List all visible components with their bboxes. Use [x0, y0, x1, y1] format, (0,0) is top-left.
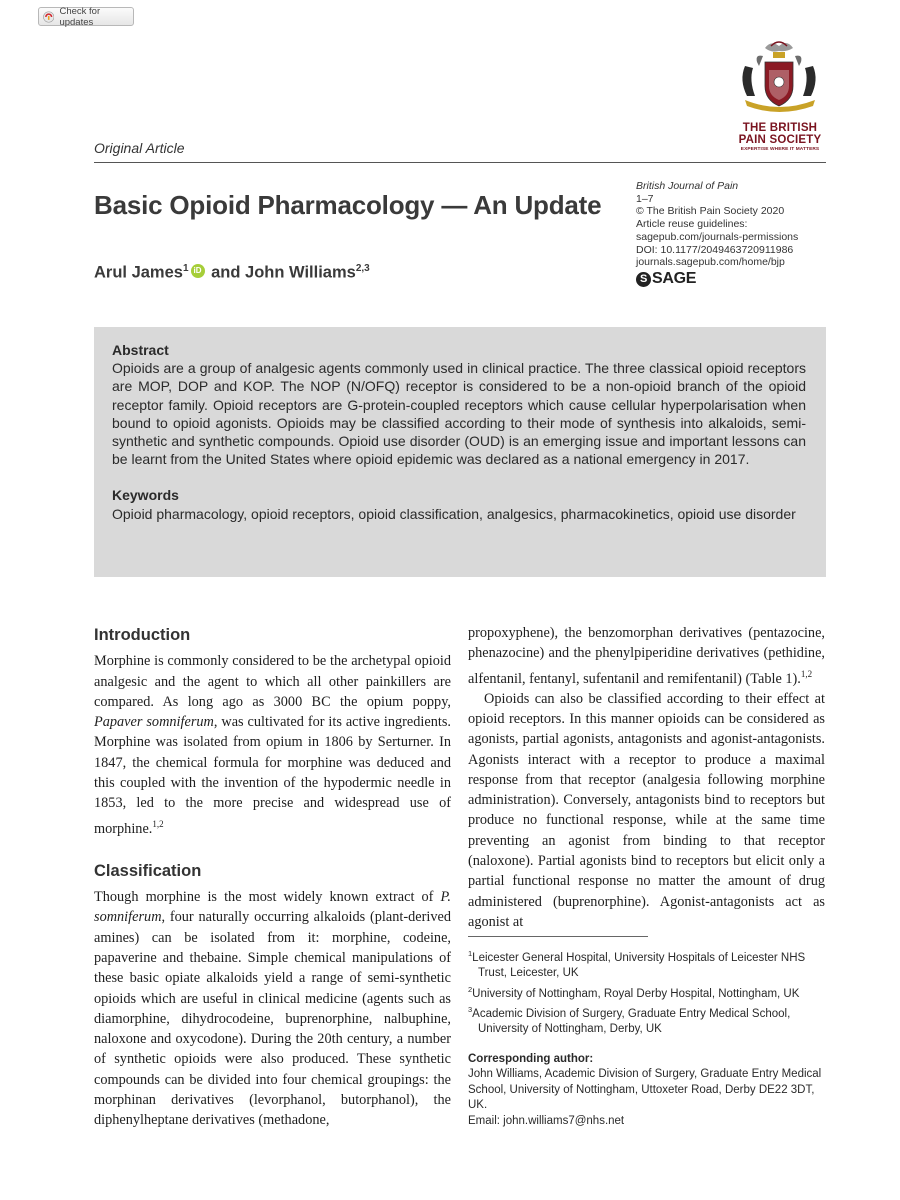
right-ref[interactable]: 1,2: [800, 668, 813, 679]
corresponding-author-email[interactable]: Email: john.williams7@nhs.net: [468, 1114, 625, 1127]
footnote-3: [468, 1002, 830, 1038]
orcid-icon[interactable]: iD: [191, 264, 205, 278]
intro-text-1: Morphine is commonly considered to be the archetypal opioid analgesic and the agent to which all other painkillers are compared. As long ago as 3000 BC the opium poppy,: [94, 653, 451, 710]
footnote-3-text: Academic Division of Surgery, Graduate Entry Medical School, University of Nottingham, Derby, UK: [472, 1007, 791, 1036]
author-2: John Williams: [245, 263, 356, 282]
logo-line-2: PAIN SOCIETY: [738, 134, 822, 146]
check-for-updates-label: Check for updates: [59, 5, 101, 28]
journal-reuse: Article reuse guidelines:: [636, 218, 748, 231]
intro-heading: Introduction: [94, 626, 191, 644]
footnote-rule: [468, 936, 648, 937]
abstract-heading: Abstract: [112, 342, 169, 358]
sage-icon: S: [636, 272, 651, 287]
article-title: Basic Opioid Pharmacology — An Update: [94, 190, 602, 220]
publisher-logo: [636, 272, 836, 287]
coat-of-arms-icon: [735, 40, 825, 118]
footnote-2-marker: 2: [468, 984, 473, 994]
intro-italic: Papaver somniferum: [94, 714, 214, 731]
logo-tagline: EXPERTISE WHERE IT MATTERS: [740, 147, 820, 152]
right-text-1: propoxyphene), the benzomorphan derivatives (pentazocine, phenazocine) and the phenylpiperidine derivatives (pethidine, alfentanil, fentanyl, sufentanil and remifentanil) (Table 1).: [468, 625, 825, 687]
right-paragraph-1: [468, 623, 825, 689]
intro-text-2: , was cultivated for its active ingredients. Morphine was isolated from opium in 1806 by Serturner. In 1847, the chemical formula for morphine was deduced and this coupled with the invention of the hypodermic needle in 1853, led to the more precise and widespread use of morphine.: [94, 714, 451, 837]
update-icon: [43, 11, 54, 23]
intro-paragraph: [94, 651, 451, 838]
class-italic: P. somniferum: [94, 889, 451, 926]
footnotes: [468, 946, 830, 1129]
author-2-affiliation: 2,3: [355, 263, 370, 274]
footnote-2: [468, 982, 830, 1002]
footnote-1: [468, 946, 830, 982]
footnote-1-text: Leicester General Hospital, University Hospitals of Leicester NHS Trust, Leicester, UK: [472, 951, 806, 980]
left-column: [94, 625, 451, 1131]
author-list: [94, 263, 370, 283]
author-1: Arul James: [94, 263, 183, 282]
abstract-box: [94, 327, 826, 577]
article-type: Original Article: [94, 140, 185, 156]
journal-name: British Journal of Pain: [636, 180, 739, 192]
journal-reuse-link[interactable]: sagepub.com/journals-permissions: [636, 230, 799, 243]
author-1-affiliation: 1: [182, 263, 189, 274]
society-logo: [730, 40, 830, 152]
header-rule: [94, 162, 826, 163]
classification-heading: Classification: [94, 861, 202, 880]
right-paragraph-2: Opioids can also be classified according to their effect at opioid receptors. In this manner opioids can be considered as agonists, partial agonists, antagonists and agonist-antagonists. Agonists interact with a receptor to produce a maximal response from that receptor (analgesia following morphine administration). Conversely, antagonists bind to receptors but produce no functional response, while at the same time preventing an agonist from binding to that receptor (naloxone). Partial agonists bind to receptors but elicit only a partial functional response no matter the amount of drug administered (buprenorphine). Agonist-antagonists act as agonist at: [468, 690, 825, 930]
abstract-text: Opioids are a group of analgesic agents commonly used in clinical practice. The three classical opioid receptors are MOP, DOP and KOP. The NOP (N/OFQ) receptor is considered to be a non-opioid branch of the opioid receptor family. Opioid receptors are G-protein-coupled receptors which cause cellular hyperpolarisation when bound to opioid agonists. Opioids may be classified according to their mode of synthesis into alkaloids, semi-synthetic and synthetic compounds. Opioid use disorder (OUD) is an emerging issue and important lessons can be learnt from the United States where opioid epidemic was declared as a national emergency in 2017.: [112, 360, 806, 468]
author-separator: and: [206, 263, 246, 282]
publisher-name: SAGE: [652, 270, 697, 288]
journal-pages: 1–7: [636, 192, 654, 205]
class-text-2: , four naturally occurring alkaloids (plant-derived amines) can be isolated from it: morphine, codeine, papaverine and thebaine. Simple chemical manipulations of these basic opiate alkaloids yield a range of semi-synthetic opioids which are useful in clinical medicine (agents such as diamorphine, dihydrocodeine, buprenorphine, nalbuphine, naloxone and oxycodone). During the 20th century, a number of synthetic opioids were also produced. These synthetic compounds can be divided into four chemical groupings: the morphinan derivatives (levorphanol, butorphanol), the diphenylheptane derivatives (methadone,: [94, 909, 451, 1129]
footnote-1-marker: 1: [468, 949, 473, 958]
keywords-text: Opioid pharmacology, opioid receptors, opioid classification, analgesics, pharmacokinetics, opioid use disorder: [112, 505, 796, 522]
footnote-3-marker: 3: [468, 1005, 473, 1015]
corresponding-author-heading: Corresponding author:: [468, 1052, 594, 1065]
classification-paragraph: [94, 887, 451, 1131]
check-for-updates-button[interactable]: [38, 7, 134, 26]
logo-line-1: THE BRITISH: [742, 122, 818, 134]
intro-ref[interactable]: 1,2: [152, 818, 164, 829]
journal-info: [636, 180, 836, 287]
footnote-2-text: University of Nottingham, Royal Derby Hospital, Nottingham, UK: [472, 987, 800, 1000]
keywords-heading: Keywords: [112, 487, 179, 504]
right-column: [468, 623, 825, 932]
journal-copyright: © The British Pain Society 2020: [636, 205, 785, 218]
corresponding-author-text: John Williams, Academic Division of Surgery, Graduate Entry Medical School, University of Nottingham, Uttoxeter Road, Derby DE22 3DT, UK.: [468, 1068, 822, 1112]
journal-homepage-link[interactable]: journals.sagepub.com/home/bjp: [636, 256, 785, 269]
journal-doi[interactable]: DOI: 10.1177/2049463720911986: [636, 243, 794, 256]
class-text-1: Though morphine is the most widely known extract of: [94, 889, 441, 906]
